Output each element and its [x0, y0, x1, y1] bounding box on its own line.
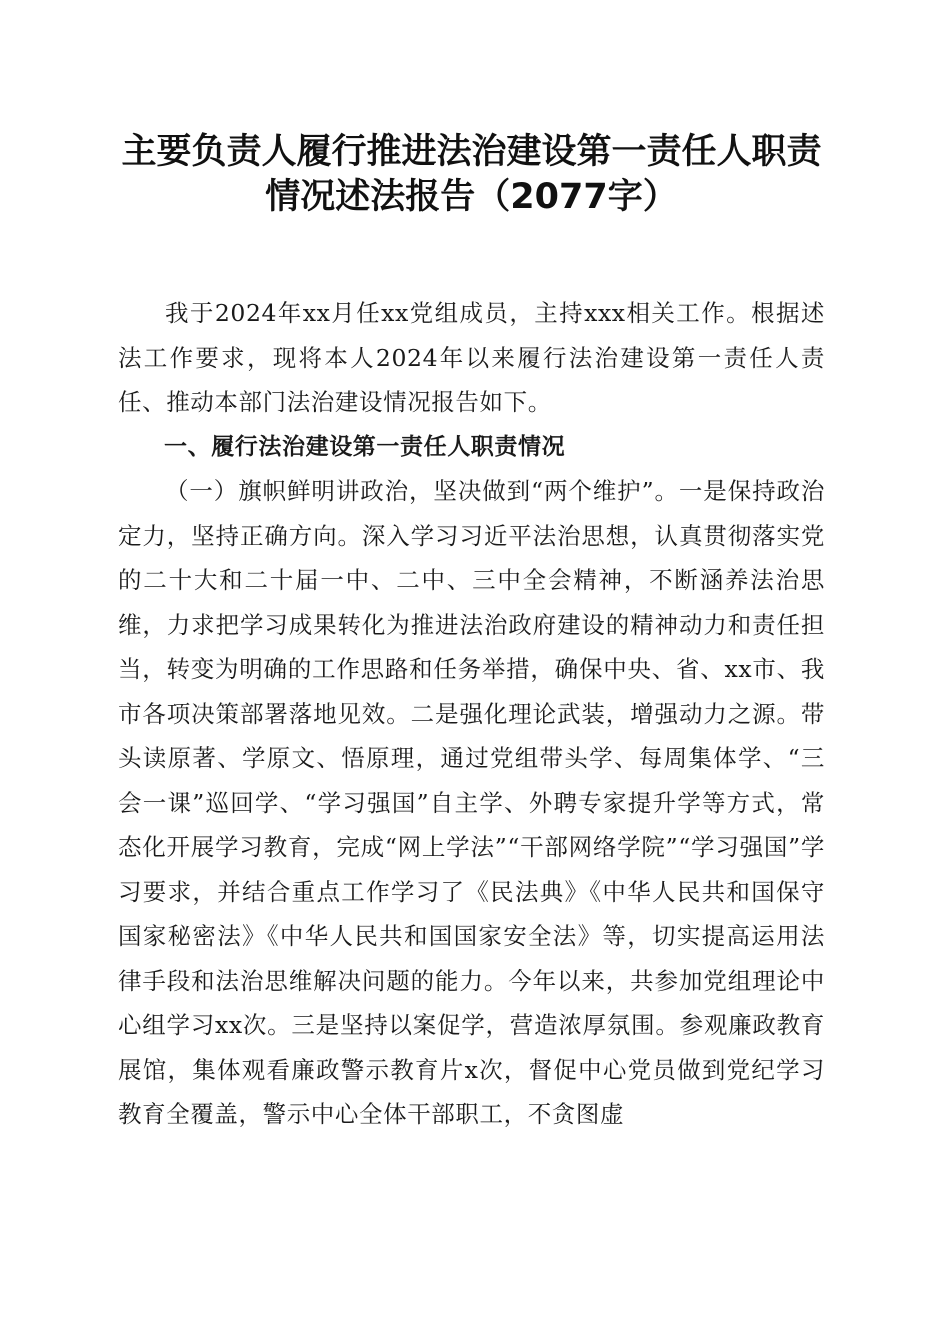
- section-1-paragraph-1: （一）旗帜鲜明讲政治，坚决做到“两个维护”。一是保持政治定力，坚持正确方向。深入学习习近平法治思想，认真贯彻落实党的二十大和二十届一中、二中、三中全会精神，不断涵养法治思维，力求把学习成果转化为推进法治政府建设的精神动力和责任担当，转变为明确的工作思路和任务举措，确保中央、省、xx市、我市各项决策部署落地见效。二是强化理论武装，增强动力之源。带头读原著、学原文、悟原理，通过党组带头学、每周集体学、“三会一课”巡回学、“学习强国”自主学、外聘专家提升学等方式，常态化开展学习教育，完成“网上学法”“干部网络学院”“学习强国”学习要求，并结合重点工作学习了《民法典》《中华人民共和国保守国家秘密法》《中华人民共和国国家安全法》等，切实提高运用法律手段和法治思维解决问题的能力。今年以来，共参加党组理论中心组学习xx次。三是坚持以案促学，营造浓厚氛围。参观廉政教育展馆，集体观看廉政警示教育片x次，督促中心党员做到党纪学习教育全覆盖，警示中心全体干部职工，不贪图虚: [118, 477, 825, 1128]
- title-line-2: 情况述法报告（2077字）: [265, 177, 678, 217]
- document-title: [118, 130, 825, 220]
- intro-paragraph: 我于2024年xx月任xx党组成员，主持xxx相关工作。根据述法工作要求，现将本人2024年以来履行法治建设第一责任人责任、推动本部门法治建设情况报告如下。: [118, 299, 825, 416]
- document-page: [118, 130, 825, 1137]
- document-body: [118, 291, 825, 1137]
- section-1-heading: 一、履行法治建设第一责任人职责情况: [164, 433, 566, 460]
- title-line-1: 主要负责人履行推进法治建设第一责任人职责: [121, 132, 822, 172]
